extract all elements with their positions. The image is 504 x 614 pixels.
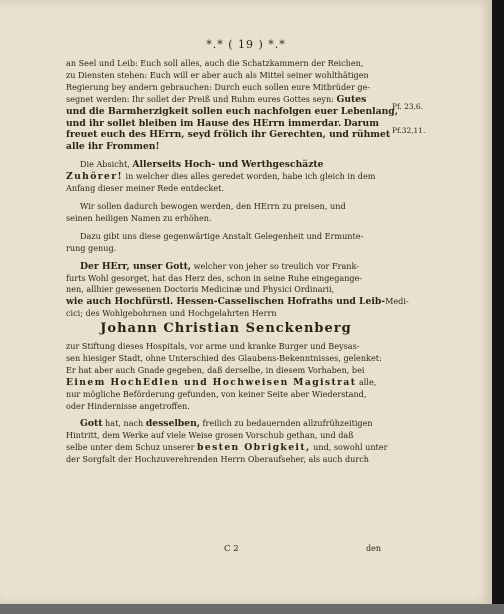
text-line: seinen heiligen Namen zu erhöhen. [66,212,212,223]
text-line: der Sorgfalt der Hochzuverehrenden Herrn Oberaufseher, als auch durch [66,454,370,465]
emphasis: wie auch Hochfürstl. Hessen-Casselischen Hofraths und Leib- [66,296,386,308]
text-line: cici; des Wohlgebohrnen und Hochgelahrten Herrn [66,308,277,319]
emphasis: und ihr sollet bleiben im Hause des HErrn immerdar. [66,117,342,129]
text-line: oder Hindernisse angetroffen. [66,400,190,411]
spaced-emphasis: Zuhörer! [66,171,123,183]
text-line: an Seel und Leib: Euch soll alles, auch die Schatzkammern der Reichen, [66,58,364,68]
text-line: freuet euch des HErrn, seyd frölich ihr Gerechten, und rühmet [66,129,391,141]
margin-reference: Pf.32,11. [392,126,426,135]
text-line: rung genug. [66,242,117,253]
person-name-heading: Johann Christian Senckenberg [100,321,352,337]
text-line: und die Barmherzigkeit sollen euch nachfolgen euer Lebenlang, [66,105,398,117]
paragraph-3 [66,201,386,225]
text-line [80,261,386,273]
catchword: den [366,544,382,553]
paragraph-6 [66,418,386,466]
paragraph-5 [66,260,409,413]
text-segment: welcher von jeher so treulich vor Frank- [193,260,359,271]
signature-mark: C 2 [224,544,239,554]
text-line: Regierung bey andern gebrauchen: Durch euch sollen eure Mitbrüder ge- [66,81,371,92]
text-segment: Medi- [385,296,409,307]
text-segment: und, sowohl unter [313,442,388,453]
text-line: Hintritt, dem Werke auf viele Weise grosen Vorschub gethan, und daß [66,430,354,441]
text-line: Wir sollen dadurch bewogen werden, den HErrn zu preisen, und [80,200,346,211]
emphasis: Gutes [336,93,367,105]
emphasis: Darum [343,117,379,129]
text-line [66,118,386,130]
text-line: zur Stiftung dieses Hospitals, vor arme und kranke Burger und Beysas- [66,341,360,352]
text-line [66,296,409,308]
emphasis: Allerseits Hoch- und Werthgeschäzte [132,159,324,171]
scan-edge-bottom [0,604,504,614]
spaced-emphasis: besten Obrigkeit, [197,442,311,454]
text-segment: alle, [358,376,377,387]
text-line: nen, allhier gewesenen Doctoris Medicinæ und Physici Ordinarii, [66,284,335,295]
text-line [66,94,386,106]
text-line: Anfang dieser meiner Rede entdecket. [66,183,224,194]
text-line: nur mögliche Beförderung gefunden, von keiner Seite aber Wiederstand, [66,388,367,399]
paragraph-2 [66,159,386,195]
text-line: furts Wohl gesorget, hat das Herz des, schon in seine Ruhe eingegange- [66,272,363,283]
text-line [80,159,386,171]
text-line [66,442,386,454]
text-segment: Die Absicht, [80,159,130,170]
paragraph-4 [66,231,386,255]
text-segment: in welcher dies alles geredet worden, habe ich gleich in dem [125,171,376,182]
emphasis: desselben, [145,418,200,430]
text-line: Er hat aber auch Gnade gegeben, daß derselbe, in diesem Vorhaben, bei [66,364,365,375]
page-header: *.* ( 19 ) *.* [206,38,286,51]
text-segment: selbe unter dem Schuz unserer [66,442,195,453]
text-line [66,171,386,183]
margin-reference: Pf. 23,6. [392,102,423,111]
text-segment: segnet werden: Ihr sollet der Preiß und Ruhm eures Gottes seyn: [66,93,334,104]
paragraph-1 [66,58,398,153]
text-line: zu Diensten stehen: Euch will er aber auch als Mittel seiner wohlthätigen [66,69,369,80]
text-line: sen hiesiger Stadt, ohne Unterschied des Glaubens-Bekenntnisses, gelenket: [66,352,382,363]
text-line: Dazu gibt uns diese gegenwärtige Anstalt Gelegenheit und Ermunte- [80,230,364,241]
text-line [80,418,386,430]
emphasis: Gott [80,418,103,430]
text-segment: freilich zu bedauernden allzufrühzeitigen [202,418,373,429]
text-line: alle ihr Frommen! [66,141,160,153]
text-segment: hat, nach [105,418,144,429]
text-line [66,377,386,389]
spaced-emphasis: Einem HochEdlen und Hochweisen Magistrat [66,376,357,388]
emphasis: Der HErr, unser Gott, [80,260,192,272]
scan-edge-right [492,0,504,604]
